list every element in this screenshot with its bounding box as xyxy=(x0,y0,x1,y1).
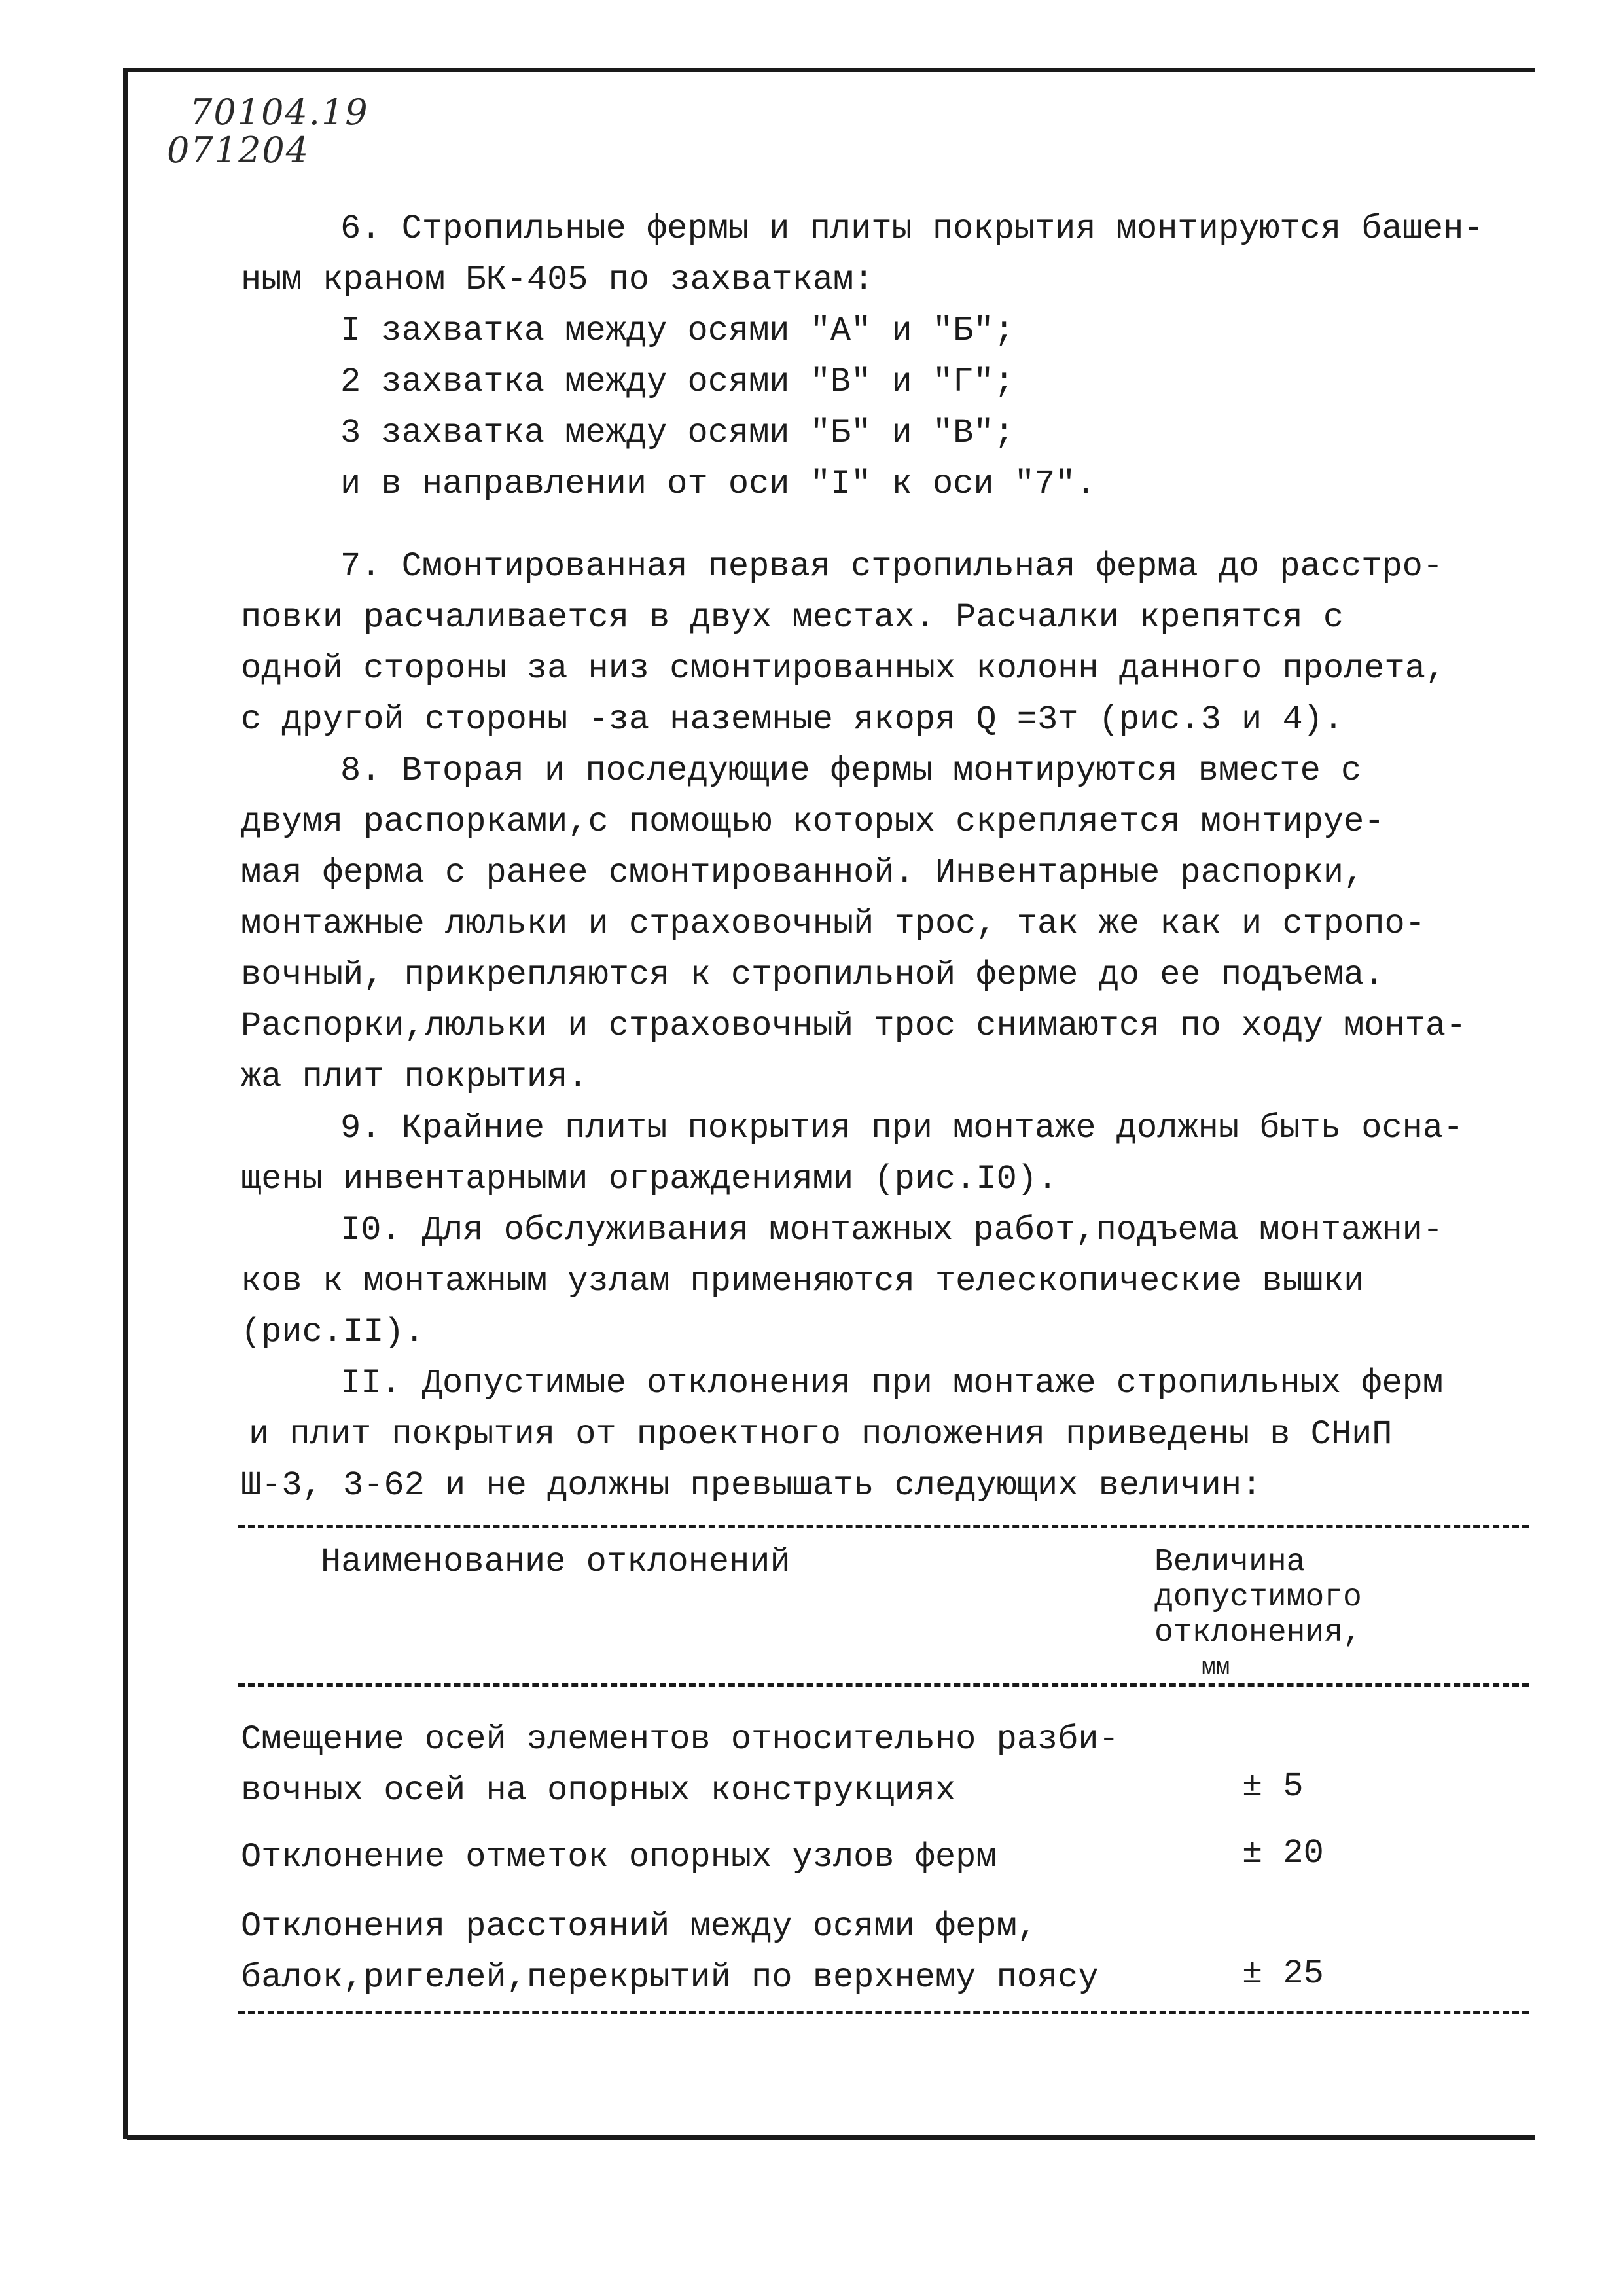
text-line: Распорки,люльки и страховочный трос снимаются по ходу монта- xyxy=(241,1007,1467,1045)
table-header-value-1: Величина xyxy=(1154,1545,1306,1580)
table-row-text: вочных осей на опорных конструкциях xyxy=(241,1771,956,1810)
text-line: 2 захватка между осями "В" и "Г"; xyxy=(340,363,1014,401)
text-line: I0. Для обслуживания монтажных работ,подъема монтажни- xyxy=(340,1211,1444,1249)
table-rule-bottom xyxy=(238,2011,1529,2014)
text-line: Ш-3, 3-62 и не должны превышать следующих величин: xyxy=(241,1466,1262,1505)
page-frame-left xyxy=(123,68,128,2139)
text-line: II. Допустимые отклонения при монтаже стропильных ферм xyxy=(340,1364,1444,1403)
text-line: ным краном БК-405 по захваткам: xyxy=(241,260,874,299)
table-row-text: Смещение осей элементов относительно разби- xyxy=(241,1720,1119,1759)
text-line: вочный, прикрепляются к стропильной ферме до ее подъема. xyxy=(241,956,1385,994)
table-header-value-3: отклонения, xyxy=(1154,1615,1362,1651)
text-line: 8. Вторая и последующие фермы монтируются вместе с xyxy=(340,751,1362,790)
table-row-value: ± 25 xyxy=(1242,1954,1324,1993)
text-line: жа плит покрытия. xyxy=(241,1058,588,1096)
text-line: повки расчаливается в двух местах. Расчалки крепятся с xyxy=(241,598,1344,637)
text-line: 7. Смонтированная первая стропильная ферма до расстро- xyxy=(340,547,1444,586)
text-line: мая ферма с ранее смонтированной. Инвентарные распорки, xyxy=(241,853,1364,892)
table-header-value-2: допустимого xyxy=(1154,1580,1362,1615)
text-line: 9. Крайние плиты покрытия при монтаже должны быть осна- xyxy=(340,1109,1464,1147)
page-frame-top xyxy=(127,68,1535,72)
table-rule-header xyxy=(238,1683,1529,1687)
text-line: щены инвентарными ограждениями (рис.I0). xyxy=(241,1160,1058,1198)
table-row-text: балок,ригелей,перекрытий по верхнему поясу xyxy=(241,1958,1099,1997)
text-line: и в направлении от оси "I" к оси "7". xyxy=(340,465,1096,503)
handwritten-code-2: 071204 xyxy=(167,130,310,171)
text-line: двумя распорками,с помощью которых скрепляется монтируе- xyxy=(241,802,1385,841)
page-frame-bottom xyxy=(127,2135,1535,2140)
table-header-name: Наименование отклонений xyxy=(321,1543,791,1581)
table-row-value: ± 20 xyxy=(1242,1834,1324,1873)
table-header-unit: мм xyxy=(1202,1654,1230,1681)
table-row-text: Отклонение отметок опорных узлов ферм xyxy=(241,1838,997,1876)
text-line: I захватка между осями "А" и "Б"; xyxy=(340,312,1014,350)
text-line: монтажные люльки и страховочный трос, так же как и стропо- xyxy=(241,905,1425,943)
text-line: и плит покрытия от проектного положения приведены в СНиП xyxy=(249,1415,1393,1454)
table-row-text: Отклонения расстояний между осями ферм, xyxy=(241,1907,1037,1946)
text-line: ков к монтажным узлам применяются телескопические вышки xyxy=(241,1262,1364,1300)
table-rule-top xyxy=(238,1525,1529,1528)
text-line: (рис.II). xyxy=(241,1313,425,1352)
table-row-value: ± 5 xyxy=(1242,1767,1304,1806)
text-line: с другой стороны -за наземные якоря Q =3т (рис.3 и 4). xyxy=(241,700,1344,739)
text-line: 6. Стропильные фермы и плиты покрытия монтируются башен- xyxy=(340,209,1484,248)
handwritten-code-1: 70104.19 xyxy=(190,92,369,133)
text-line: одной стороны за низ смонтированных колонн данного пролета, xyxy=(241,649,1446,688)
text-line: 3 захватка между осями "Б" и "В"; xyxy=(340,414,1014,452)
